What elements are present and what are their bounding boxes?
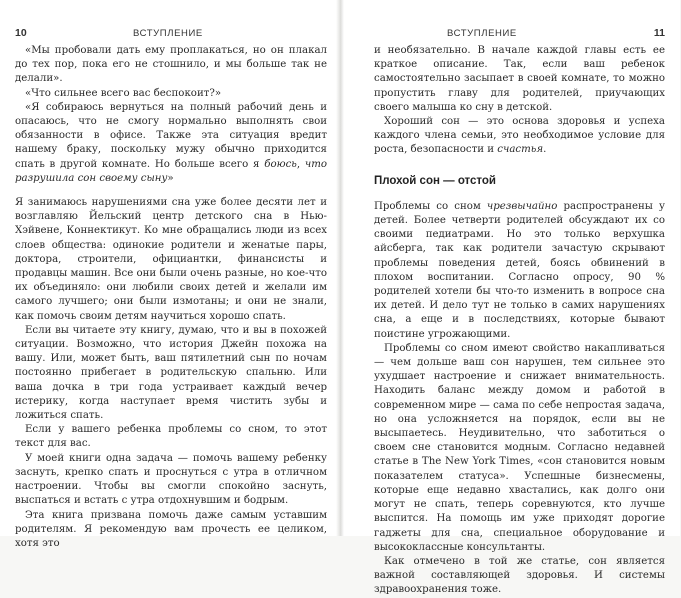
paragraph: Если вы читаете эту книгу, думаю, что и вы в похожей ситуации. Возможно, что история Джейн похожа на вашу. Или, может быть, ваш пятилетний сын по ночам постоянно прибегает в родительскую спальню. Или ваша дочка в три года устраивает каждый вечер истерику, когда наступает время чистить зубы и ложиться спать. — [15, 324, 327, 422]
paragraph: Проблемы со сном чрезвычайно распространены у детей. Более четверти родителей обсуждают их со своими педиатрами. Но это только верхушка айсберга, так как родители зачастую скрывают проблемы поведения детей, боясь обвинений в плохом воспитании. Согласно опросу, 90 % родителей хотели бы что-то изменить в вопросе сна их детей. И дело тут не только в самих нарушениях сна, а еще и в последствиях, которые бывают поистине угрожающими. — [374, 200, 666, 340]
paragraph: и необязательно. В начале каждой главы есть ее краткое описание. Так, если ваш ребенок самостоятельно засыпает в своей комнате, то можно пропустить главу для родителей, приучающих своего малыша ко сну в детской. — [374, 45, 665, 113]
left-running-head: ВСТУПЛЕНИЕ — [133, 28, 203, 39]
emphasis: боюсь — [264, 158, 297, 170]
paragraph: «Что сильнее всего вас беспокоит?» — [25, 87, 222, 99]
section-heading: Плохой сон — отстой — [374, 174, 497, 187]
right-page-body — [374, 44, 665, 598]
right-page-number: 11 — [653, 27, 665, 39]
paragraph: Эта книга призвана помочь даже самым уставшим родителям. Я рекомендую вам прочесть ее целиком, хотя это — [15, 509, 327, 549]
left-page-number: 10 — [15, 27, 27, 39]
paragraph: Если у вашего ребенка проблемы со сном, то этот текст для вас. — [15, 424, 327, 450]
paragraph: «Мы пробовали дать ему проплакаться, но он плакал до тех пор, пока его не стошнило, и мы больше так не делали». — [15, 45, 327, 85]
left-page-header — [15, 0, 327, 44]
paragraph: Как отмечено в той же статье, сон является важной составляющей здоровья. И системы здравоохранения тоже. — [374, 555, 665, 596]
paragraph: Проблемы со сном имеют свойство накапливаться — чем дольше ваш сон нарушен, тем сильнее это ухудшает настроение и снижает внимательность. Находить баланс между домом и работой в современном мире — сама по себе непростая задача, но она усложняется на порядок, если вы не высыпаетесь. Неудивительно, что заботиться о своем сне становится модным. Согласно недавней статье в The New York Times, «сон становится новым показателем статуса». Успешные бизнесмены, которые еще недавно хвастались, как долго они могут не спать, теперь соревнуются, кто лучше выспится. На помощь им уже приходят дорогие гаджеты для сна, специальное оборудование и высококлассные консультанты. — [374, 342, 665, 553]
paragraph: Хороший сон — это основа здоровья и успеха каждого члена семьи, это необходимое условие для роста, безопасности и счастья. — [374, 116, 665, 156]
book-gutter — [336, 0, 344, 536]
left-page — [0, 0, 340, 549]
emphasis: чрезвычайно — [486, 200, 558, 212]
right-page — [340, 0, 680, 596]
emphasis: что разрушила сон своему сыну — [15, 158, 327, 184]
paragraph: «Я собираюсь вернуться на полный рабочий день и опасаюсь, что не смогу нормально выполнять свои обязанности в офисе. Также эта ситуация вредит нашему браку, поскольку мужу обычно приходится спать в другой комнате. Но больше всего я боюсь, что разрушила сон своему сыну» — [15, 101, 327, 184]
emphasis: счастья — [497, 144, 544, 156]
paragraph: У моей книги одна задача — помочь вашему ребенку заснуть, крепко спать и проснуться с утра в отличном настроении. Чтобы вы смогли спокойно заснуть, выспаться и встать с утра отдохнувшим и бодрым. — [15, 452, 327, 507]
paragraph: Я занимаюсь нарушениями сна уже более десяти лет и возглавляю Йельский центр детского сна в Нью-Хэйвене, Коннектикут. Ко мне обращались люди из всех слоев общества: одинокие родители и женатые пары, доктора, строители, официантки, финансисты и продавцы машин. Все они были очень разные, но кое-что их объединяло: они любили своих детей и желали им самого лучшего; они были измотаны; и они не знали, как помочь своим детям научиться хорошо спать. — [15, 197, 327, 322]
left-page-body — [15, 44, 327, 551]
right-running-head: ВСТУПЛЕНИЕ — [447, 28, 517, 39]
right-page-header — [374, 0, 665, 44]
